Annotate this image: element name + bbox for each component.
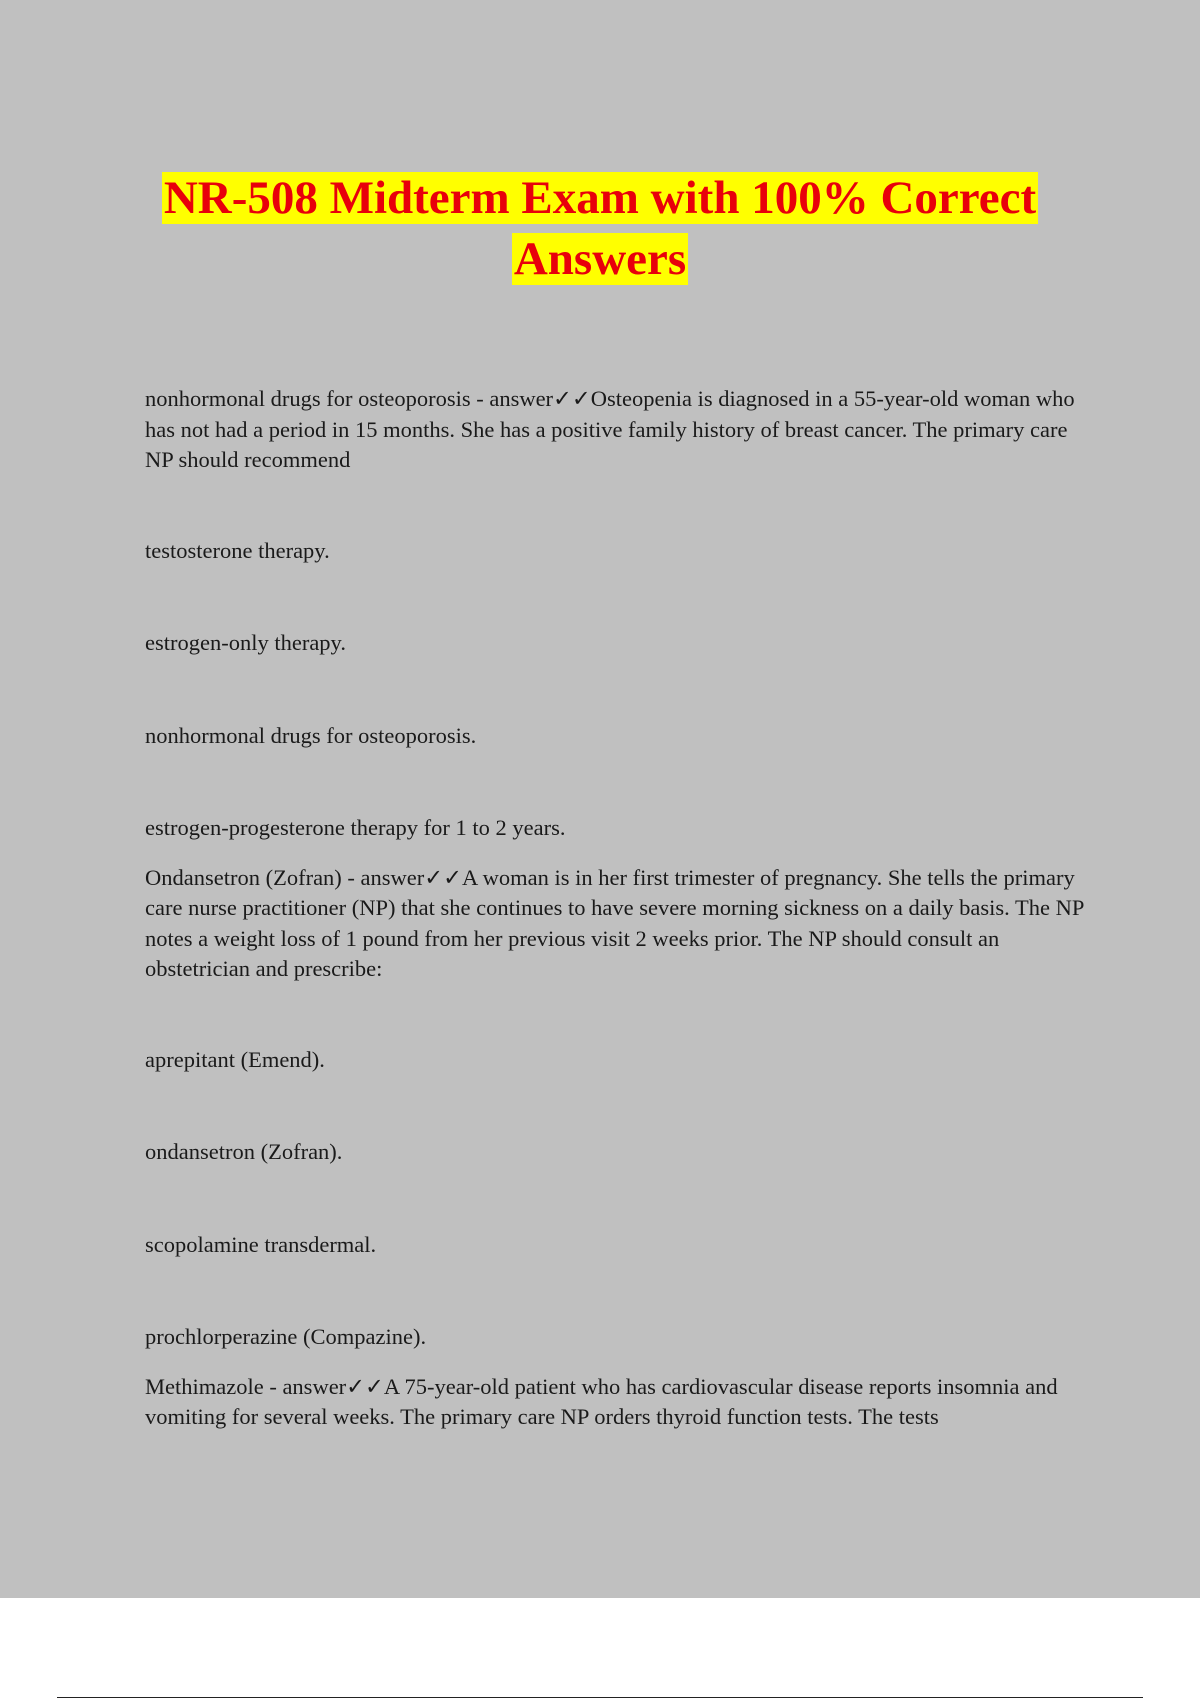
question-1-option-1: testosterone therapy. (145, 537, 330, 563)
title-line-2: Answers (513, 233, 687, 285)
question-2-option-4: prochlorperazine (Compazine). (145, 1324, 427, 1349)
question-1-option-2: estrogen-only therapy. (145, 630, 346, 655)
page-title (100, 168, 1100, 290)
question-1-option-3: nonhormonal drugs for osteoporosis. (145, 722, 477, 748)
question-2-option-1: aprepitant (Emend). (145, 1046, 325, 1072)
question-2-option-3: scopolamine transdermal. (145, 1231, 377, 1257)
question-1-option-4: estrogen-progesterone therapy for 1 to 2 years. (145, 815, 566, 840)
question-1-text: nonhormonal drugs for osteoporosis - answer✓✓Osteopenia is diagnosed in a 55-year-old woman who has not had a period in 15 months. She has a positive family history of breast cancer. The primary care NP should recommend (145, 386, 1075, 472)
question-2-option-2: ondansetron (Zofran). (145, 1139, 343, 1164)
question-3-text: Methimazole - answer✓✓A 75-year-old patient who has cardiovascular disease reports insomnia and vomiting for several weeks. The primary care NP orders thyroid function tests. The tests (145, 1373, 1058, 1429)
document-body (145, 384, 1095, 1433)
title-line-1: NR-508 Midterm Exam with 100% Correct (163, 172, 1037, 224)
footer-divider (57, 1697, 1143, 1698)
question-2-text: Ondansetron (Zofran) - answer✓✓A woman is in her first trimester of pregnancy. She tells the primary care nurse practitioner (NP) that she continues to have severe morning sickness on a daily basis. The NP notes a weight loss of 1 pound from her previous visit 2 weeks prior. The NP should consult an obstetrician and prescribe: (145, 864, 1084, 981)
